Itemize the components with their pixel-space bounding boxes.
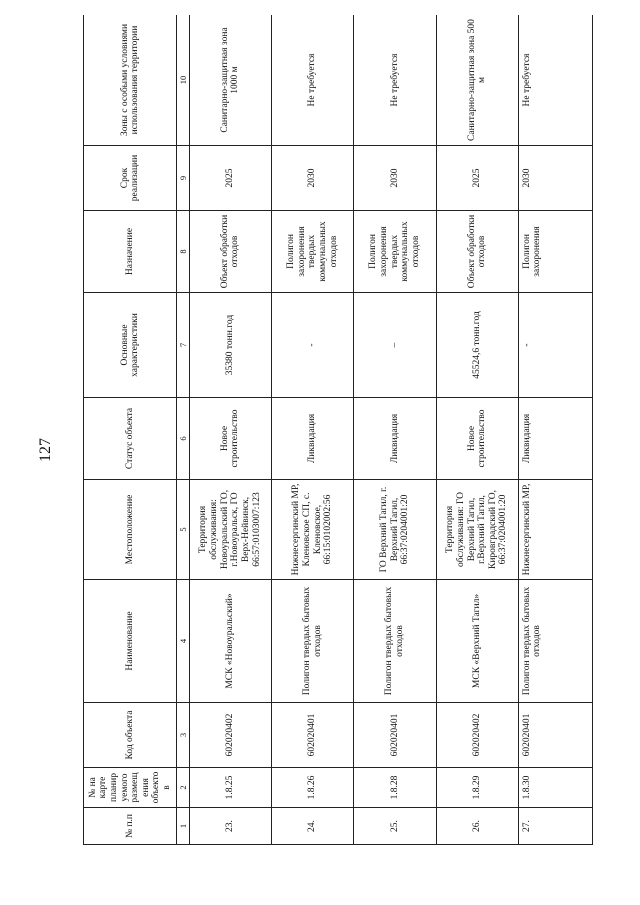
page-number: 127 — [37, 438, 54, 462]
header-cell: № п.п — [84, 808, 177, 845]
special-zones: Санитарно-защитная зона 1000 м — [189, 15, 271, 146]
column-number: 3 — [177, 703, 189, 768]
object-location: Территория обслуживания: Новоуральский ГО, г.Новоуральск, ГО Верх-Нейвинск, 66:57:0103007:123 — [189, 480, 271, 580]
row-number: 27. — [518, 808, 592, 845]
header-cell: № на карте планируемого размещения объектов — [84, 768, 177, 808]
table-row — [271, 15, 353, 845]
implementation-term: 2025 — [189, 146, 271, 211]
table-row — [189, 15, 271, 845]
object-code: 602020402 — [436, 703, 518, 768]
object-purpose: Полигон захоронения твердых коммунальных отходов — [354, 211, 436, 293]
column-number: 6 — [177, 398, 189, 480]
map-number: 1.8.25 — [189, 768, 271, 808]
object-code: 602020401 — [354, 703, 436, 768]
column-number: 1 — [177, 808, 189, 845]
object-characteristics: – — [354, 293, 436, 398]
object-purpose: Полигон захоронения — [518, 211, 592, 293]
header-cell: Местоположение — [84, 480, 177, 580]
object-purpose: Полигон захоронения твердых коммунальных отходов — [271, 211, 353, 293]
column-number: 7 — [177, 293, 189, 398]
rotated-table-frame — [83, 15, 593, 845]
column-number: 2 — [177, 768, 189, 808]
object-characteristics: 35380 тонн.год — [189, 293, 271, 398]
column-number: 9 — [177, 146, 189, 211]
object-status: Ликвидация — [518, 398, 592, 480]
table-row — [354, 15, 436, 845]
header-cell: Назначение — [84, 211, 177, 293]
column-number: 10 — [177, 15, 189, 146]
objects-table — [83, 15, 593, 845]
header-cell: Наименование — [84, 580, 177, 703]
object-location: Нижнесергинский МР, — [518, 480, 592, 580]
rotated-table-container — [83, 15, 593, 845]
table-row — [518, 15, 592, 845]
object-name: МСК «Новоуральский» — [189, 580, 271, 703]
header-cell: Код объекта — [84, 703, 177, 768]
implementation-term: 2030 — [354, 146, 436, 211]
column-number-row — [177, 15, 189, 845]
table-header-row — [84, 15, 177, 845]
special-zones: Не требуется — [354, 15, 436, 146]
object-code: 602020401 — [271, 703, 353, 768]
map-number: 1.8.30 — [518, 768, 592, 808]
map-number: 1.8.26 — [271, 768, 353, 808]
column-number: 5 — [177, 480, 189, 580]
object-location: ГО Верхний Тагил, г. Верхний Тагил, 66:37:0204001:20 — [354, 480, 436, 580]
header-cell: Зоны с особыми условиями использования территории — [84, 15, 177, 146]
row-number: 23. — [189, 808, 271, 845]
object-location: Нижнесергинский МР, Кленовское СП, с. Кленовское, 66:15:0102002:56 — [271, 480, 353, 580]
row-number: 26. — [436, 808, 518, 845]
implementation-term: 2030 — [271, 146, 353, 211]
special-zones: Не требуется — [518, 15, 592, 146]
object-code: 602020402 — [189, 703, 271, 768]
special-zones: Санитарно-защитная зона 500 м — [436, 15, 518, 146]
object-purpose: Объект обработки отходов — [436, 211, 518, 293]
implementation-term: 2030 — [518, 146, 592, 211]
row-number: 24. — [271, 808, 353, 845]
object-purpose: Объект обработки отходов — [189, 211, 271, 293]
header-cell: Срок реализации — [84, 146, 177, 211]
column-number: 8 — [177, 211, 189, 293]
object-status: Ликвидация — [271, 398, 353, 480]
map-number: 1.8.29 — [436, 768, 518, 808]
header-cell: Основные характеристики — [84, 293, 177, 398]
implementation-term: 2025 — [436, 146, 518, 211]
object-characteristics: 45524,6 тонн.год — [436, 293, 518, 398]
row-number: 25. — [354, 808, 436, 845]
object-name: Полигон твердых бытовых отходов — [271, 580, 353, 703]
object-location: Территория обслуживания: ГО Верхний Тагил, г.Верхний Тагил, Кировградский ГО, 66:37:0204001:20 — [436, 480, 518, 580]
object-code: 602020401 — [518, 703, 592, 768]
object-name: МСК «Верхний Тагил» — [436, 580, 518, 703]
column-number: 4 — [177, 580, 189, 703]
header-cell: Статус объекта — [84, 398, 177, 480]
object-status: Новое строительство — [436, 398, 518, 480]
map-number: 1.8.28 — [354, 768, 436, 808]
special-zones: Не требуется — [271, 15, 353, 146]
object-name: Полигон твердых бытовых отходов — [518, 580, 592, 703]
object-characteristics: - — [271, 293, 353, 398]
object-characteristics: - — [518, 293, 592, 398]
object-status: Ликвидация — [354, 398, 436, 480]
table-row — [436, 15, 518, 845]
object-name: Полигон твердых бытовых отходов — [354, 580, 436, 703]
object-status: Новое строительство — [189, 398, 271, 480]
